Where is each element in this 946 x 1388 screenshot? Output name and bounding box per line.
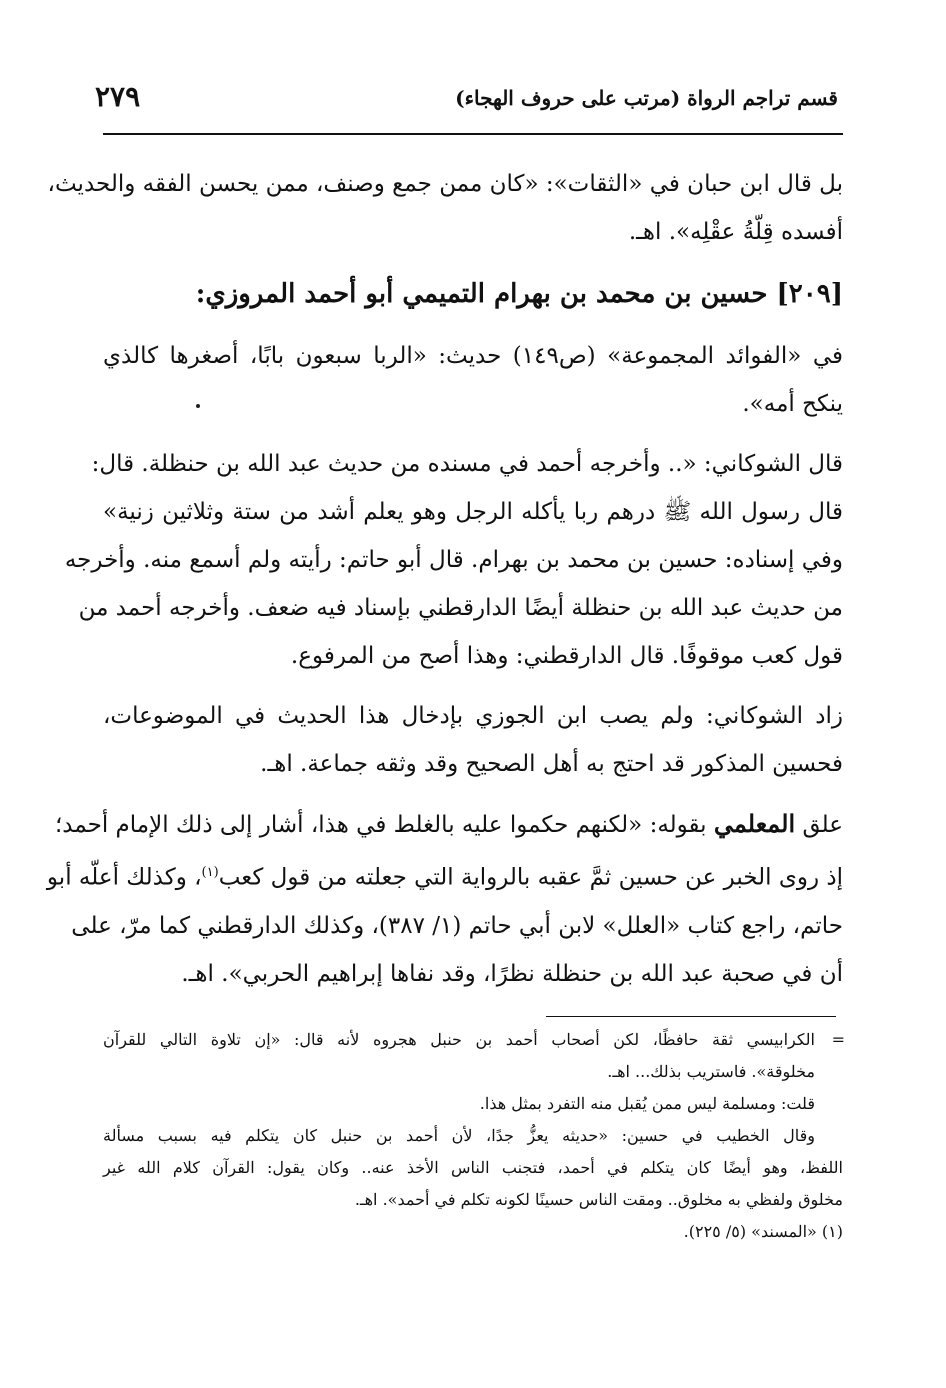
paragraph-muallimi-comment [46, 800, 843, 998]
footnote-line: اللفظ، وهو أيضًا كان يتكلم في أحمد، فتجنب الناس الأخذ عنه.. وكان يقول: القرآن كلام الله غير [103, 1158, 843, 1177]
footnote-line: الكرابيسي ثقة حافظًا، لكن أصحاب أحمد بن حنبل هجروه لأنه قال: «إن تلاوة التالي للقرآن [103, 1030, 815, 1049]
footnotes [103, 1024, 843, 1248]
text-fragment: إذ روى الخبر عن حسين ثمَّ عقبه بالرواية التي جعلته من قول كعب [218, 864, 843, 891]
print-speck [196, 404, 200, 408]
text-line: فحسين المذكور قد احتج به أهل الصحيح وقد وثقه جماعة. اهـ. [260, 751, 843, 777]
text-line: ينكح أمه». [742, 391, 843, 417]
text-fragment: بقوله: «لكنهم حكموا عليه بالغلط في هذا، أشار إلى ذلك الإمام أحمد؛ [54, 812, 707, 838]
paragraph-fawaid [103, 332, 843, 428]
author-name: المعلمي [713, 809, 796, 838]
text-line: من حديث عبد الله بن حنظلة أيضًا الدارقطني بإسناد فيه ضعف. وأخرجه أحمد من [78, 595, 843, 621]
text-line: قال رسول الله ﷺ درهم ربا يأكله الرجل وهو يعلم أشد من ستة وثلاثين زنية» [103, 499, 843, 525]
footnote-line: وقال الخطيب في حسين: «حديثه يعزُّ جدًا، لأن أحمد بن حنبل كان يتكلم فيه بسبب مسألة [103, 1126, 815, 1145]
footnote-line: (١) «المسند» (٥/ ٢٢٥). [683, 1222, 843, 1241]
text-line: حاتم، راجع كتاب «العلل» لابن أبي حاتم (١/ ٣٨٧)، وكذلك الدارقطني كما مرّ، على [71, 912, 843, 939]
text-line: وفي إسناده: حسين بن محمد بن بهرام. قال أبو حاتم: رأيته ولم أسمع منه. وأخرجه [64, 547, 843, 573]
paragraph-shawkani-quote [64, 440, 843, 680]
header-divider [103, 133, 843, 135]
text-line: أفسده قِلّةُ عقْلِه». اهـ. [628, 219, 843, 245]
footnote-divider [546, 1016, 836, 1017]
text-line: أن في صحبة عبد الله بن حنظلة نظرًا، وقد نفاها إبراهيم الحربي». اهـ. [181, 960, 843, 987]
text-line: قول كعب موقوفًا. قال الدارقطني: وهذا أصح من المرفوع. [290, 643, 843, 669]
text-line: زاد الشوكاني: ولم يصب ابن الجوزي بإدخال هذا الحديث في الموضوعات، [103, 703, 843, 729]
page-number: ٢٧٩ [95, 80, 141, 113]
running-header-title: قسم تراجم الرواة (مرتب على حروف الهجاء) [455, 86, 838, 110]
text-line: قال الشوكاني: «.. وأخرجه أحمد في مسنده من حديث عبد الله بن حنظلة. قال: [91, 451, 843, 477]
text-line [54, 800, 843, 849]
main-text [46, 160, 844, 1010]
paragraph-shawkani-addition [103, 692, 843, 788]
text-line: في «الفوائد المجموعة» (ص١٤٩) حديث: «الربا سبعون بابًا، أصغرها كالذي [103, 343, 844, 369]
text-fragment: ، وكذلك أعلّه أبو [46, 864, 202, 891]
footnote-reference[interactable]: (١) [201, 865, 219, 880]
footnote-line: مخلوقة». فاستريب بذلك... اهـ. [607, 1062, 815, 1081]
text-line [46, 849, 843, 902]
entry-heading: [٢٠٩] حسين بن محمد بن بهرام التميمي أبو أحمد المروزي: [195, 279, 843, 309]
footnote-line: مخلوق ولفظي به مخلوق.. ومقت الناس حسينًا لكونه تكلم في أحمد». اهـ. [354, 1190, 843, 1209]
text-fragment: علق [802, 812, 843, 838]
text-line: بل قال ابن حبان في «الثقات»: «كان ممن جمع وصنف، ممن يحسن الفقه والحديث، [47, 171, 843, 197]
paragraph-ibn-hibban [47, 160, 843, 256]
continuation-mark: = [831, 1030, 845, 1049]
footnote-line: قلت: ومسلمة ليس ممن يُقبل منه التفرد بمثل هذا. [479, 1094, 815, 1113]
